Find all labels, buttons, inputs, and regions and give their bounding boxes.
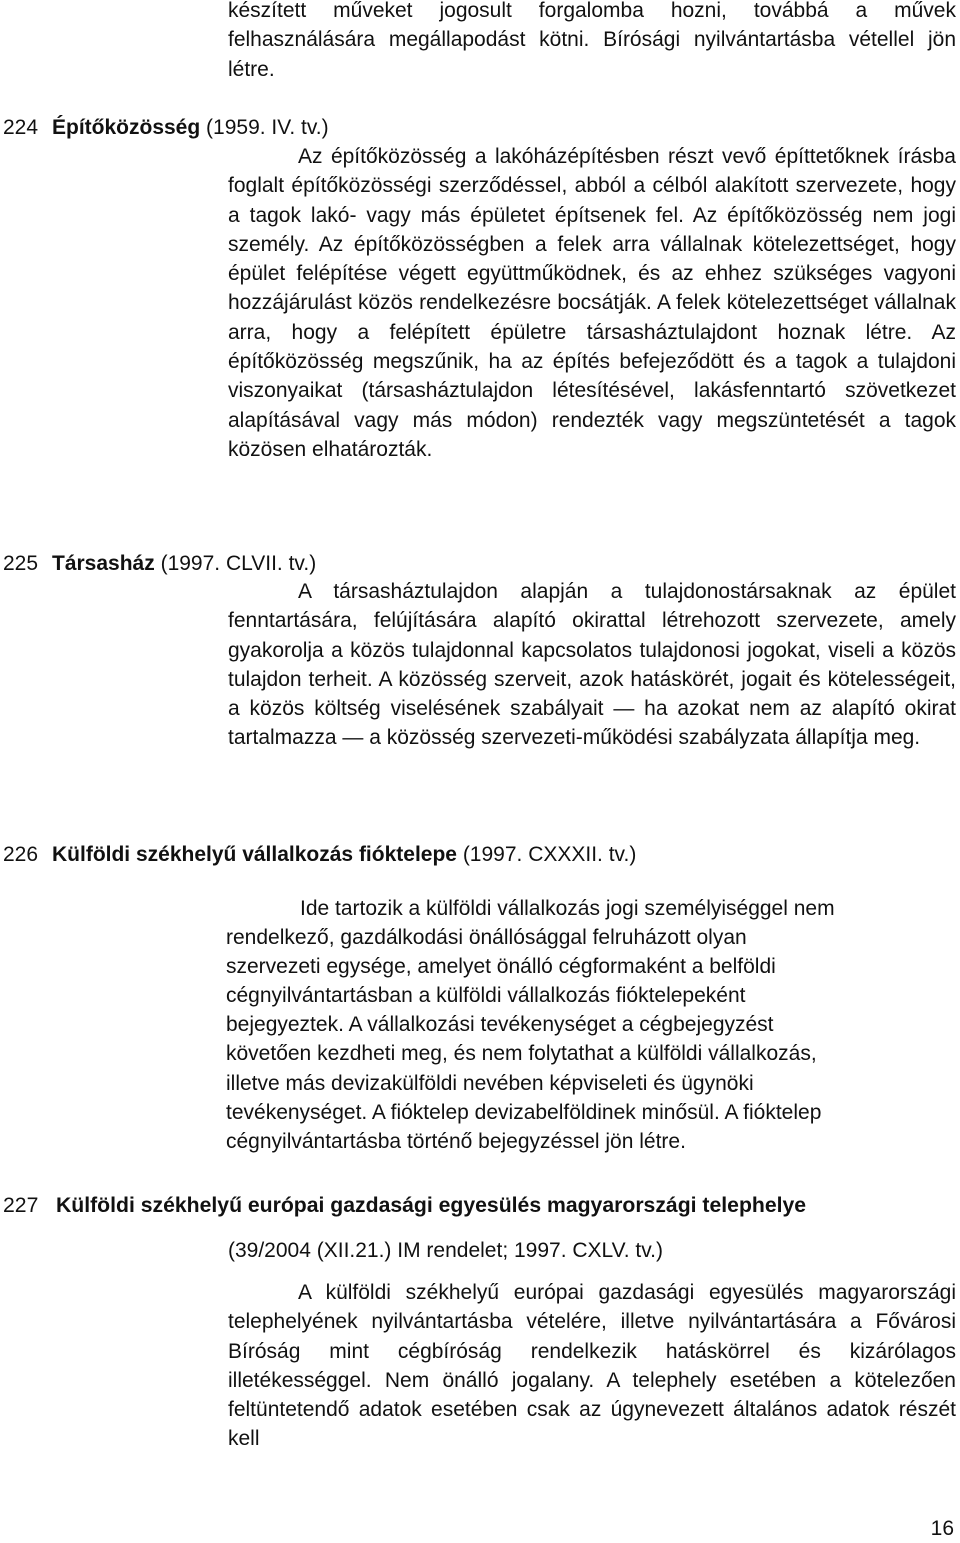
- body-line: rendelkező, gazdálkodási önállósággal felruházott olyan: [226, 926, 747, 950]
- body-line: illetve más devizakülföldi nevében képviseleti és ügynöki: [226, 1071, 754, 1095]
- entry-source-227: (39/2004 (XII.21.) IM rendelet; 1997. CXLV. tv.): [228, 1239, 664, 1262]
- entry-source: (1997. CLVII. tv.): [160, 552, 317, 575]
- entry-body-224: Az építőközösség a lakóházépítésben részt vevő építtetőknek írásba foglalt építőközösségi szerződéssel, abból a célból alakított szervezete, hogy a tagok lakó- vagy más épületet építsenek fel. Az építőközösség nem jogi személy. Az építőközösségben a felek arra vállalnak kötelezettséget, hogy épület felépítése végett együttműködnek, és az ehhez szükséges vagyoni hozzájárulást közös rendelkezésre bocsátják. A felek kötelezettséget vállalnak arra, hogy a felépített épületre társasháztulajdont hoznak létre. Az építőközösség megszűnik, ha az építés befejeződött és a tagok a tulajdoni viszonyaikat (társasháztulajdon létesítésével, lakásfenntartó szövetkezet alapításával vagy más módon) rendezték vagy megszüntetését a tagok közösen elhatározták.: [228, 145, 956, 461]
- entry-heading-224: [3, 113, 958, 142]
- entry-body-226: [226, 894, 956, 1156]
- entry-heading-225: [3, 549, 958, 578]
- body-line: tevékenységet. A fióktelep devizabelföldinek minősül. A fióktelep: [226, 1100, 822, 1124]
- entry-title: Építőközösség: [52, 116, 201, 139]
- entry-source: (1959. IV. tv.): [206, 116, 329, 139]
- body-line: cégnyilvántartásban a külföldi vállalkozás fióktelepeként: [226, 984, 746, 1008]
- body-line: bejegyeztek. A vállalkozási tevékenységet a cégbejegyzést: [226, 1013, 774, 1037]
- entry-title: Külföldi székhelyű vállalkozás fióktelepe: [52, 843, 457, 866]
- entry-number: 226: [3, 843, 39, 866]
- entry-heading-226: [3, 840, 958, 869]
- entry-number: 227: [3, 1194, 39, 1217]
- body-line: szervezeti egysége, amelyet önálló cégformaként a belföldi: [226, 955, 776, 979]
- entry-number: 224: [3, 116, 39, 139]
- page-number: 16: [930, 1517, 954, 1540]
- entry-title: Külföldi székhelyű európai gazdasági egyesülés magyarországi telephelye: [56, 1194, 807, 1217]
- body-line: Ide tartozik a külföldi vállalkozás jogi személyiséggel nem: [300, 897, 835, 920]
- body-line: követően kezdheti meg, és nem folytathat a külföldi vállalkozás,: [226, 1042, 817, 1066]
- entry-body-225: A társasháztulajdon alapján a tulajdonostársaknak az épület fenntartására, felújítására alapító okirattal létrehozott szervezete, amely gyakorolja a közös tulajdonnal kapcsolatos tulajdonosi jogokat, viseli a közös tulajdon terheit. A közösség szerveit, azok hatáskörét, jogait és kötelességeit, a közös költség viselésének szabályait — ha azokat nem az alapító okirat tartalmazza — a közösség szervezeti-működési szabályzata állapítja meg.: [228, 580, 956, 750]
- entry-body-227: A külföldi székhelyű európai gazdasági egyesülés magyarországi telephelyének nyilvántartásba vételére, illetve nyilvántartására a Fővárosi Bíróság mint cégbíróság rendelkezik hatáskörrel és kizárólagos illetékességgel. Nem önálló jogalany. A telephely esetében a kötelezően feltüntetendő adatok esetében csak az úgynevezett általános adatok részét kell: [228, 1281, 956, 1451]
- entry-source: (1997. CXXXII. tv.): [462, 843, 637, 866]
- body-line: cégnyilvántartásba történő bejegyzéssel jön létre.: [226, 1129, 686, 1153]
- continuation-paragraph: készített műveket jogosult forgalomba hozni, továbbá a művek felhasználására megállapodást kötni. Bírósági nyilvántartásba vétellel jön létre.: [228, 0, 956, 81]
- entry-number: 225: [3, 552, 39, 575]
- entry-title: Társasház: [52, 552, 155, 575]
- entry-heading-227: [3, 1191, 958, 1220]
